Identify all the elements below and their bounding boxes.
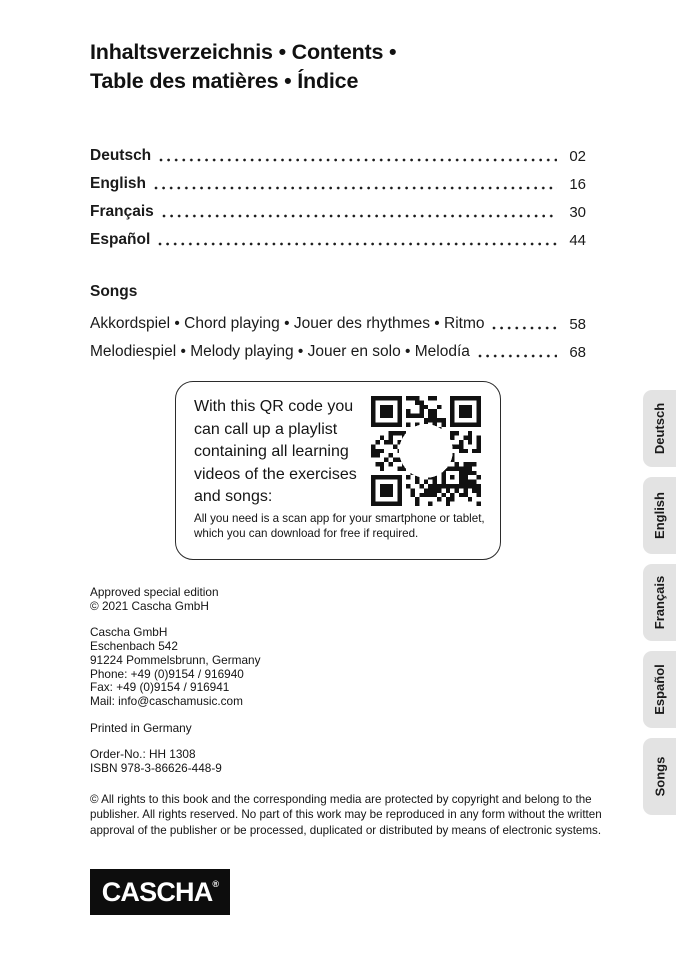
dotted-leader	[162, 214, 557, 218]
toc-label: Français	[90, 203, 154, 220]
side-tab-label: Français	[652, 575, 668, 630]
copyright-notice: © All rights to this book and the corresponding media are protected by copyright and belong to the publisher. All rights reserved. No part of this work may be reproduced in any form without the written approval of the publisher or be processed, duplicated or distributed by means of electronic systems.	[90, 793, 602, 837]
toc-songs-section	[90, 273, 586, 361]
qr-description: With this QR code you can call up a playlist containing all learning videos of the exercises and songs:	[194, 398, 357, 505]
side-tab-songs	[643, 738, 676, 815]
toc-label: Melodiespiel • Melody playing • Jouer en solo • Melodía	[90, 343, 470, 360]
toc-page-number: 68	[569, 344, 586, 361]
side-tab-francais	[643, 564, 676, 641]
toc-page-number: 02	[569, 148, 586, 165]
toc-label: Deutsch	[90, 147, 152, 164]
toc-page-number: 44	[569, 232, 586, 249]
imprint-address: Cascha GmbH Eschenbach 542 91224 Pommelsbrunn, Germany Phone: +49 (0)9154 / 916940 Fax: +49 (0)9154 / 916941 Mail: info@caschamusic.com	[90, 625, 261, 708]
registered-trademark-icon: ®	[212, 878, 219, 889]
imprint-order-isbn: Order-No.: HH 1308 ISBN 978-3-86626-448-9	[90, 747, 222, 776]
side-tab-label: Deutsch	[652, 402, 668, 455]
dotted-leader	[158, 242, 557, 246]
side-tabs	[643, 390, 676, 815]
imprint-printed-in: Printed in Germany	[90, 720, 192, 735]
dotted-leader	[154, 186, 557, 190]
cascha-logo-text: CASCHA®	[101, 876, 219, 907]
side-tab-label: Español	[652, 664, 668, 715]
toc-row-chord-playing	[90, 305, 586, 333]
page-title-line2: Table des matières • Índice	[90, 69, 359, 93]
toc-row-melody-playing	[90, 333, 586, 361]
toc-page-number: 30	[569, 204, 586, 221]
toc-label: Akkordspiel • Chord playing • Jouer des rhythmes • Ritmo	[90, 315, 485, 332]
side-tab-label: Songs	[652, 756, 668, 797]
side-tab-deutsch	[643, 390, 676, 467]
dotted-leader	[159, 158, 557, 162]
page-title-line1: Inhaltsverzeichnis • Contents •	[90, 40, 397, 64]
imprint-block	[90, 586, 261, 789]
toc-row-english	[90, 165, 586, 193]
side-tab-english	[643, 477, 676, 554]
dotted-leader	[478, 354, 557, 358]
toc-languages	[90, 137, 586, 249]
dotted-leader	[492, 326, 557, 330]
cascha-logo	[90, 869, 230, 915]
imprint-edition: Approved special edition © 2021 Cascha GmbH	[90, 585, 219, 613]
toc-page-number: 58	[569, 316, 586, 333]
toc-label: Español	[90, 231, 151, 248]
qr-scan-note: All you need is a scan app for your smartphone or tablet, which you can download for free if required.	[194, 512, 485, 540]
qr-code	[371, 396, 481, 506]
toc-row-deutsch	[90, 137, 586, 165]
toc-row-francais	[90, 193, 586, 221]
toc-row-espanol	[90, 221, 586, 249]
qr-info-card	[175, 381, 501, 560]
side-tab-espanol	[643, 651, 676, 728]
page-title	[90, 38, 396, 96]
toc-label: English	[90, 175, 146, 192]
toc-page-number: 16	[569, 176, 586, 193]
songs-section-header: Songs	[90, 283, 138, 300]
side-tab-label: English	[652, 492, 668, 539]
